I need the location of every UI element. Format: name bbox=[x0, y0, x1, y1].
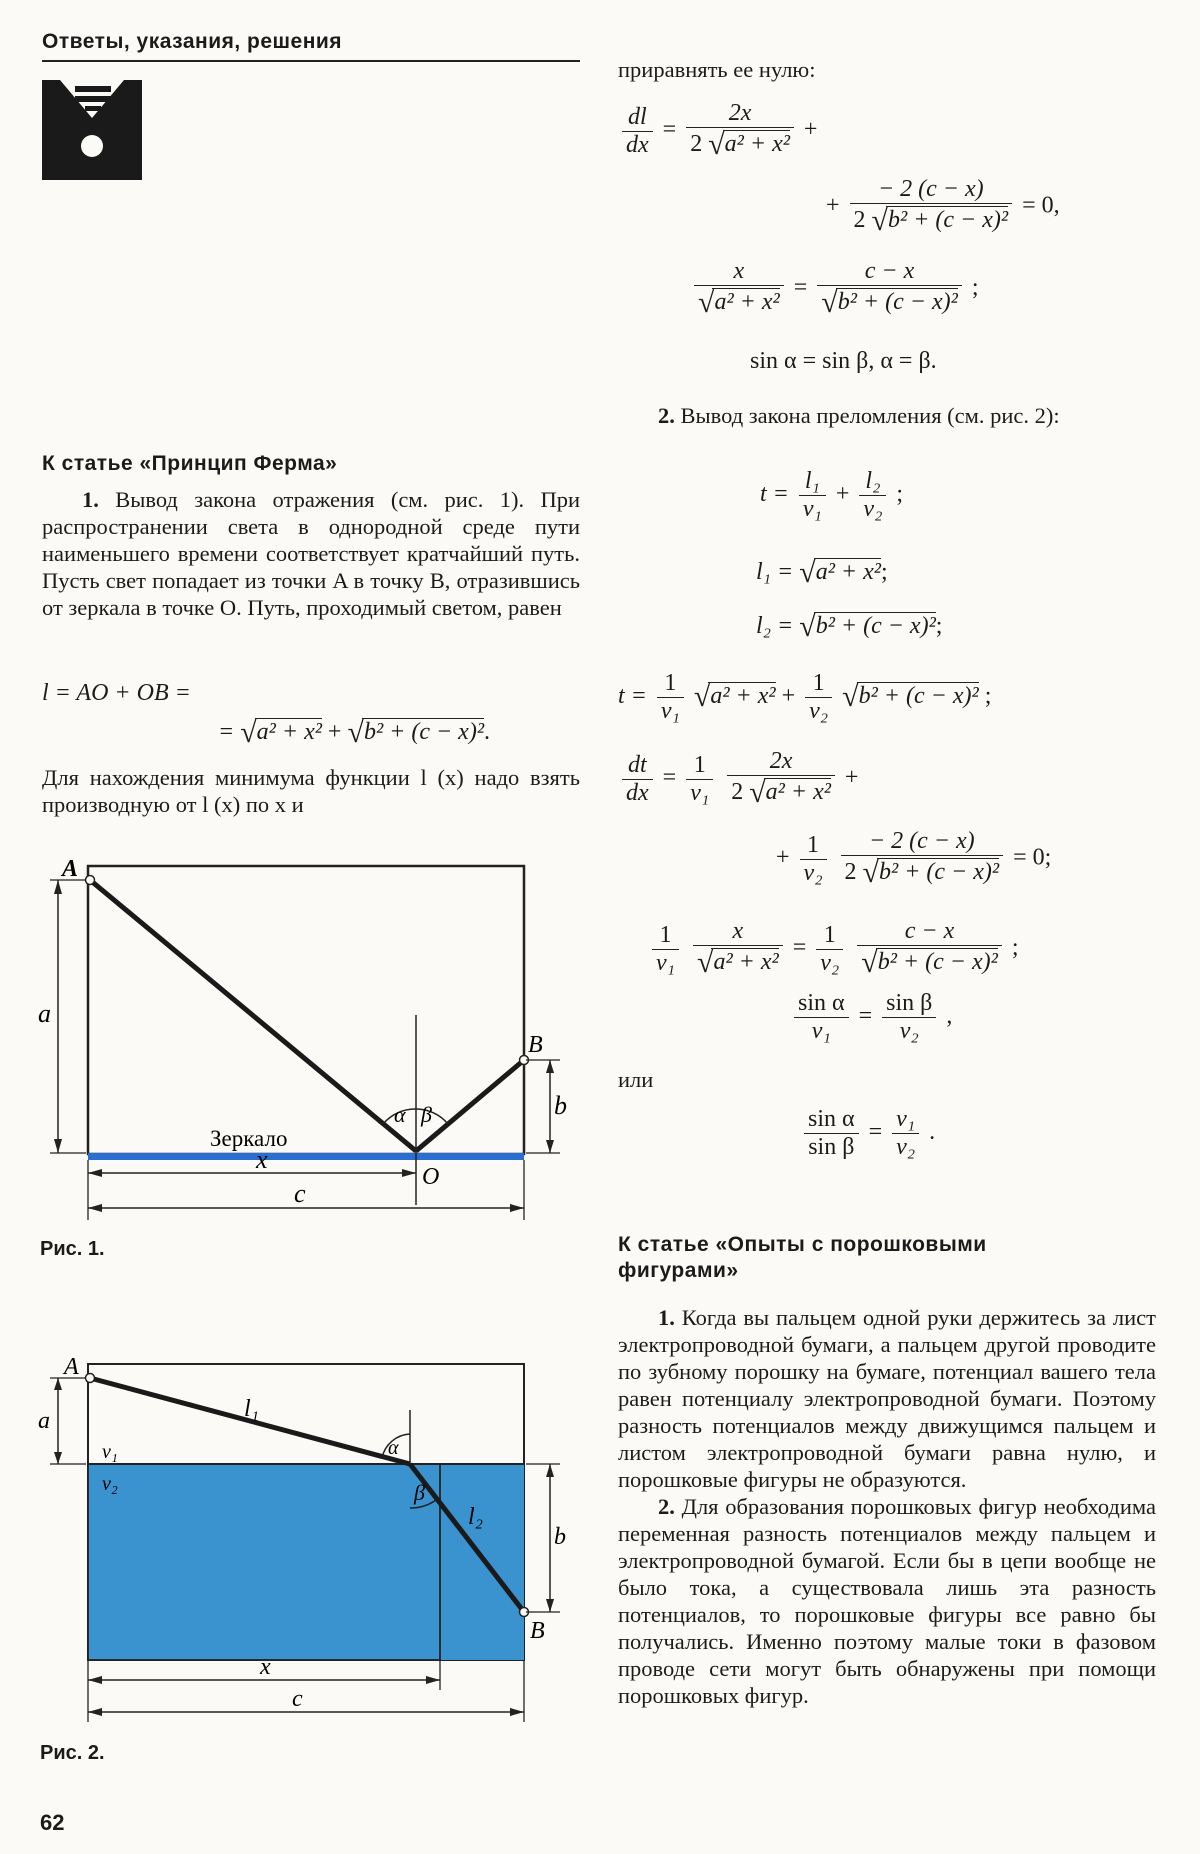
fig1-label-c: c bbox=[294, 1179, 306, 1208]
item-number: 1. bbox=[82, 487, 99, 512]
section1-item1 bbox=[42, 486, 580, 621]
fig1-label-A: A bbox=[62, 856, 79, 882]
fig1-mirror-label: Зеркало bbox=[210, 1126, 288, 1151]
eq-dt-dx-line1: $\frac{dt}{dx}$ = $\frac{1}{\text{v₁}}$ $\frac{2x}{\text{2 √a² + x²}}$ + bbox=[618, 748, 858, 810]
fig2-label-c: c bbox=[292, 1686, 303, 1712]
fig2-label-beta: β bbox=[414, 1480, 425, 1505]
fig1-label-alpha: α bbox=[394, 1102, 406, 1127]
fig2-label-v1: v₁ bbox=[102, 1441, 118, 1463]
text-eq-zero: приравнять ее нулю: bbox=[618, 57, 816, 82]
formula-l-line1: l = AO + OB = bbox=[42, 680, 191, 706]
figure-2 bbox=[30, 1350, 570, 1722]
eq-snell-2: $\frac{\text{sin α}}{\text{sin β}}$ = $\frac{\text{v₁}}{\text{v₂}}$ . bbox=[800, 1106, 935, 1161]
figure-1 bbox=[30, 850, 567, 1225]
figure1-caption: Рис. 1. bbox=[40, 1238, 105, 1260]
fig1-label-x: x bbox=[256, 1145, 268, 1174]
eq-dl-dx-line1: $\frac{dl}{dx}$ = $\frac{2x}{\text{2 √a² + x²}}$ + bbox=[618, 100, 817, 162]
eq-ratio-v: $\frac{1}{\text{v₁}}$ $\frac{x}{\text{√a² + x²}}$ = $\frac{1}{\text{v₂}}$ $\frac{c - x}{\text{√b² + (c − x)²}}$ ; bbox=[648, 918, 1018, 980]
fig2-label-x: x bbox=[260, 1654, 271, 1680]
eq-snell-1: $\frac{\text{sin α}}{\text{v₁}}$ = $\frac{\text{sin β}}{\text{v₂}}$ , bbox=[790, 990, 952, 1045]
fig2-label-a: a bbox=[38, 1408, 50, 1434]
section1-title: К статье «Принцип Ферма» bbox=[42, 452, 338, 475]
fig1-ray-ao bbox=[90, 880, 416, 1151]
fig2-label-b: b bbox=[554, 1524, 566, 1550]
fig2-label-l2: l₂ bbox=[468, 1504, 484, 1530]
formula-l-line2: = √a² + x² + √b² + (c − x)². bbox=[218, 716, 491, 749]
eq-l2: l₂ = √b² + (c − x)²; bbox=[756, 610, 943, 643]
fig1-label-B: B bbox=[528, 1032, 543, 1058]
eq-dl-dx-line2: + $\frac{- 2 (c - x)}{\text{2 √b² + (c − x)²}}$ = 0, bbox=[826, 176, 1060, 237]
section1-item2: 2. Вывод закона преломления (см. рис. 2): bbox=[658, 403, 1060, 428]
fig1-mirror bbox=[88, 1153, 524, 1160]
eq-sin-equal: sin α = sin β, α = β. bbox=[750, 348, 937, 374]
eq-t-full: t = $\frac{1}{\text{v₁}}$ √a² + x² + $\frac{1}{\text{v₂}}$ √b² + (c − x)² ; bbox=[618, 670, 992, 724]
fig1-label-a: a bbox=[38, 999, 51, 1028]
text-ili: или bbox=[618, 1067, 654, 1092]
section2-title: К статье «Опыты с порошковыми фигурами» bbox=[618, 1233, 987, 1282]
figure2-caption: Рис. 2. bbox=[40, 1742, 105, 1764]
question-logo bbox=[42, 80, 142, 180]
eq-t-sum: t = $\frac{\text{l₁}}{\text{v₁}}$ + $\frac{\text{l₂}}{\text{v₂}}$ ; bbox=[760, 468, 904, 522]
fig1-frame bbox=[88, 866, 524, 1154]
fig2-label-alpha: α bbox=[388, 1437, 399, 1459]
fig2-label-l1: l₁ bbox=[244, 1396, 260, 1422]
fig1-label-b: b bbox=[554, 1091, 567, 1120]
item-text: Вывод закона отражения (см. рис. 1). При распространении света в однородной среде пути наименьшего времени соответствует кратчайший путь. Пусть свет попадает из точки A в точку B, отразившись от зеркала в точке O. Путь, проходимый светом, равен bbox=[42, 487, 581, 620]
fig2-water bbox=[88, 1464, 524, 1660]
fig2-label-B: B bbox=[530, 1618, 545, 1644]
page-header bbox=[42, 30, 580, 62]
eq-ratio: $\frac{x}{\text{√a² + x²}}$ = $\frac{c - x}{\text{√b² + (c − x)²}}$ ; bbox=[690, 258, 978, 320]
fig1-label-beta: β bbox=[421, 1102, 432, 1127]
fig2-label-v2: v₂ bbox=[102, 1473, 118, 1495]
eq-dt-dx-line2: + $\frac{1}{\text{v₂}}$ $\frac{- 2 (c - x)}{\text{2 √b² + (c − x)²}}$ = 0; bbox=[776, 828, 1052, 889]
fig1-label-O: O bbox=[422, 1164, 440, 1190]
eq-l1: l₁ = √a² + x²; bbox=[756, 556, 888, 589]
section2-body: 1. Когда вы пальцем одной руки держитесь за лист электропроводной бумаги, а пальцем другой проводите по зубному порошку на бумаге, потенциал вашего тела равен потенциалу электропроводной бумаги. Поэтому разность потенциалов между движущимся пальцем и листом электропроводной бумаги равна нулю, и порошковые фигуры не образуются. 2. Для образования порошковых фигур необходима переменная разность потенциалов между пальцем и электропроводной бумагой. Если бы в цепи вообще не было тока, а существовала лишь эта разность потенциалов, то порошковые фигуры все равно бы получались. Именно поэтому малые токи в фазовом проводе сети могут быть обнаружены при помощи порошковых фигур. bbox=[618, 1305, 1157, 1708]
text-minimum: Для нахождения минимума функции l (x) надо взять производную от l (x) по x и bbox=[42, 765, 580, 817]
fig2-label-A: A bbox=[64, 1354, 79, 1380]
fig1-ray-ob bbox=[416, 1060, 524, 1151]
header-title: Ответы, указания, решения bbox=[42, 30, 343, 53]
page-number: 62 bbox=[40, 1810, 65, 1835]
